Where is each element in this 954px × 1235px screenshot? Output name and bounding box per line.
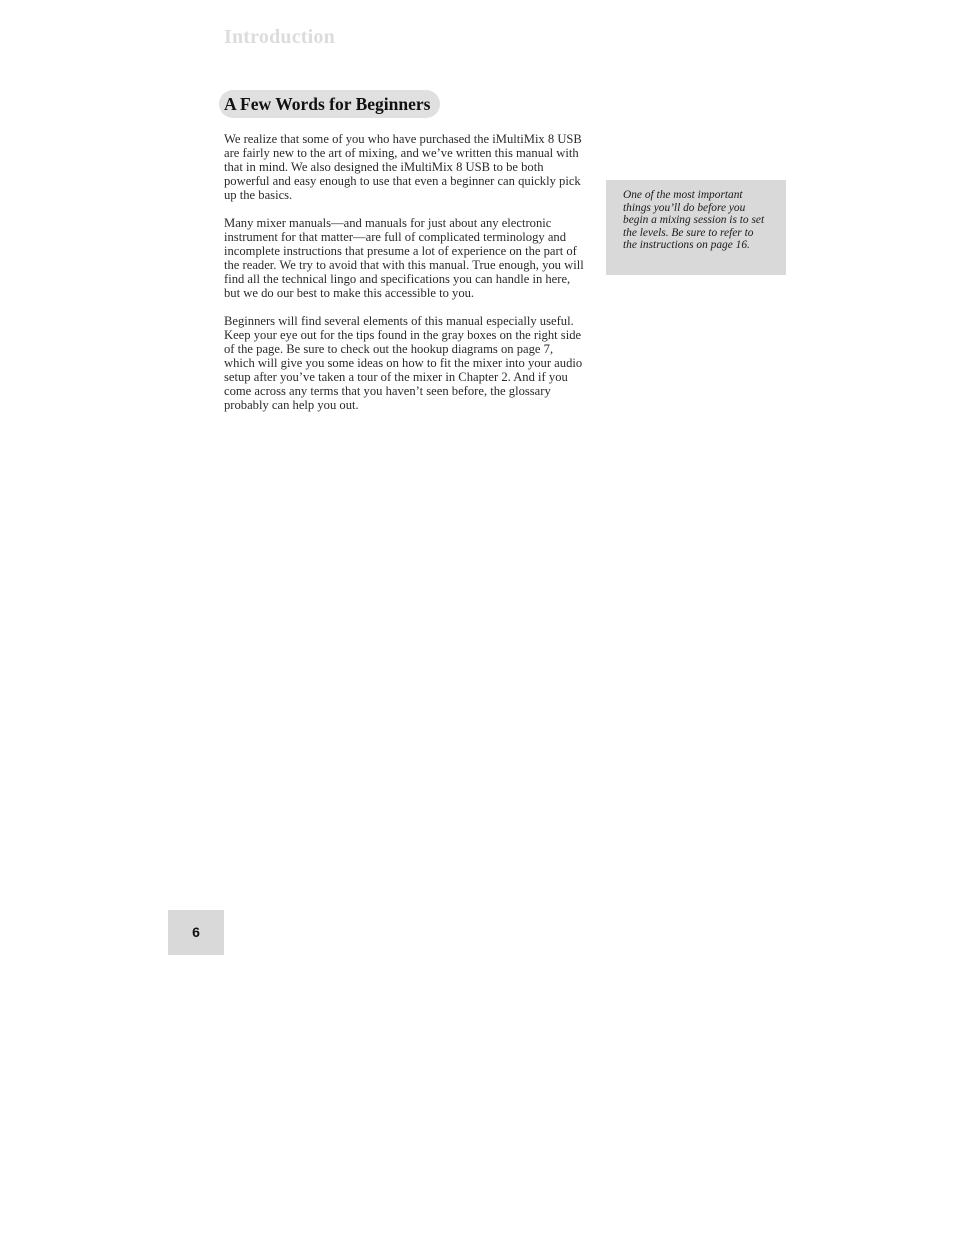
- paragraph-3: Beginners will find several elements of this manual especially useful. Keep your eye out for the tips found in the gray boxes on the right side of the page. Be sure to check out the hookup diagrams on page 7, which will give you some ideas on how to fit the mixer into your audio setup after you’ve taken a tour of the mixer in Chapter 2. And if you come across any terms that you haven’t seen before, the glossary probably can help you out.: [224, 314, 583, 412]
- page-number: 6: [168, 910, 224, 955]
- section-title: A Few Words for Beginners: [219, 90, 440, 118]
- tip-box: [606, 180, 786, 275]
- body-text: [224, 132, 586, 426]
- tip-text: One of the most important things you’ll do before you begin a mixing session is to set the levels. Be sure to refer to the instructions on page 16.: [623, 189, 765, 252]
- paragraph-1: We realize that some of you who have purchased the iMultiMix 8 USB are fairly new to the art of mixing, and we’ve written this manual with that in mind. We also designed the iMultiMix 8 USB to be both powerful and easy enough to use that even a beginner can quickly pick up the basics.: [224, 132, 582, 202]
- paragraph-2: Many mixer manuals—and manuals for just about any electronic instrument for that matter—are full of complicated terminology and incomplete instructions that presume a lot of experience on the part of the reader. We try to avoid that with this manual. True enough, you will find all the technical lingo and specifications you can handle in here, but we do our best to make this accessible to you.: [224, 216, 584, 300]
- running-head: Introduction: [224, 26, 335, 48]
